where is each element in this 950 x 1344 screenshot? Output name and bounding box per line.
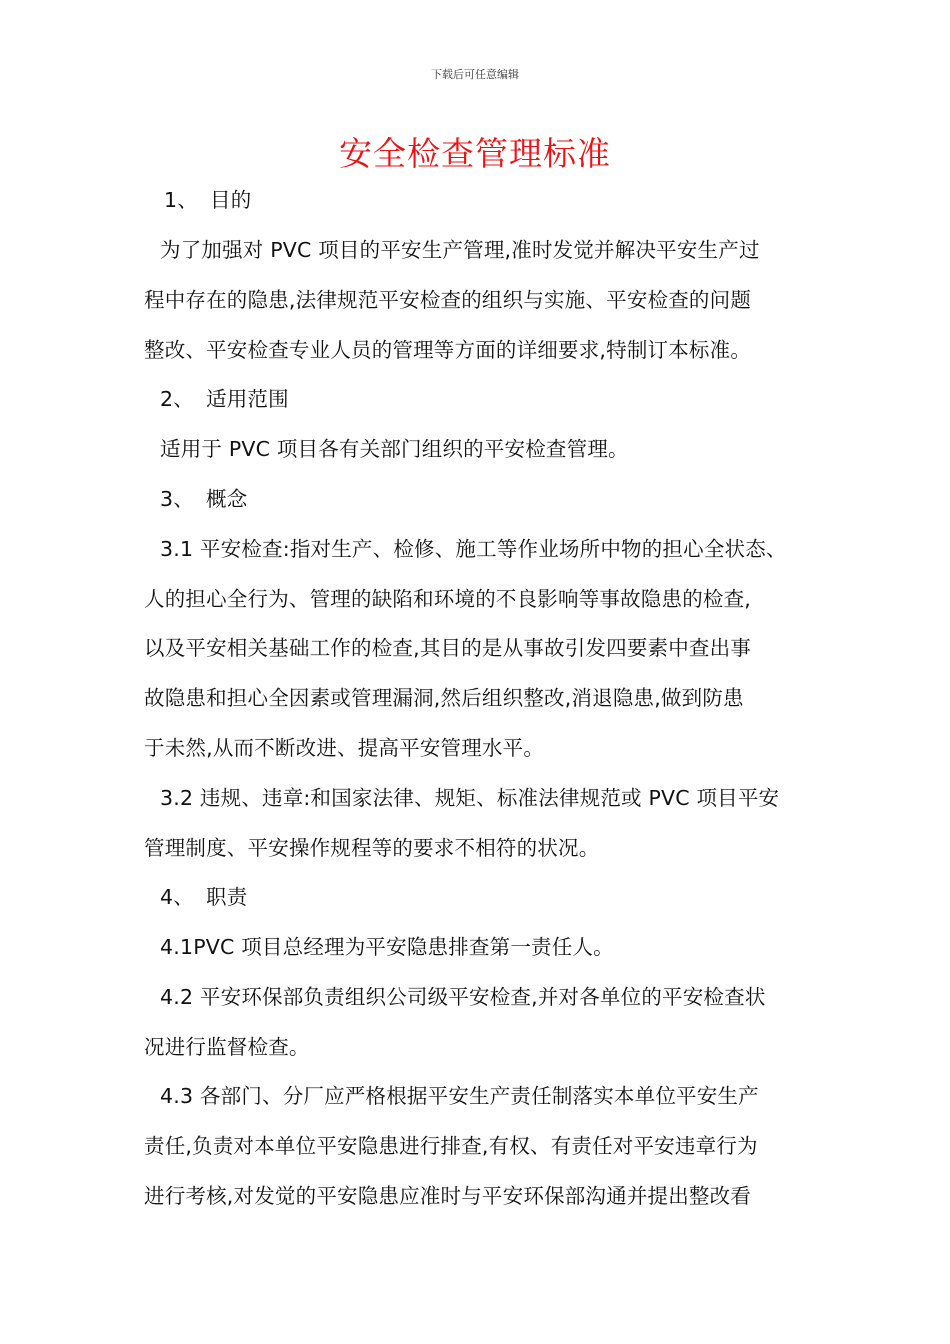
paragraph-line: 适用于 PVC 项目各有关部门组织的平安检查管理。 xyxy=(160,437,629,461)
paragraph-line: 程中存在的隐患,法律规范平安检查的组织与实施、平安检查的问题 xyxy=(144,288,752,312)
section-heading-responsibilities xyxy=(160,883,247,911)
heading-number: 1、 xyxy=(164,188,198,212)
section-heading-concepts xyxy=(160,485,247,513)
paragraph-line: 责任,负责对本单位平安隐患进行排查,有权、有责任对平安违章行为 xyxy=(144,1134,758,1158)
heading-text: 目的 xyxy=(210,188,252,212)
paragraph-line: 人的担心全行为、管理的缺陷和环境的不良影响等事故隐患的检查, xyxy=(144,587,752,611)
paragraph-line: 整改、平安检查专业人员的管理等方面的详细要求,特制订本标准。 xyxy=(144,338,752,362)
paragraph-line: 4.1PVC 项目总经理为平安隐患排查第一责任人。 xyxy=(160,935,614,959)
heading-text: 适用范围 xyxy=(206,387,289,411)
paragraph-line: 4.2 平安环保部负责组织公司级平安检查,并对各单位的平安检查状 xyxy=(160,985,766,1009)
paragraph-line: 3.1 平安检查:指对生产、检修、施工等作业场所中物的担心全状态、 xyxy=(160,537,787,561)
paragraph-line: 进行考核,对发觉的平安隐患应准时与平安环保部沟通并提出整改看 xyxy=(144,1184,752,1208)
heading-number: 4、 xyxy=(160,885,194,909)
heading-text: 职责 xyxy=(206,885,248,909)
section-heading-purpose xyxy=(164,186,251,214)
heading-number: 2、 xyxy=(160,387,194,411)
document-title: 安全检查管理标准 xyxy=(339,134,611,173)
section-heading-scope xyxy=(160,385,289,413)
paragraph-line: 3.2 违规、违章:和国家法律、规矩、标准法律规范或 PVC 项目平安 xyxy=(160,786,780,810)
heading-text: 概念 xyxy=(206,487,248,511)
paragraph-line: 于未然,从而不断改进、提高平安管理水平。 xyxy=(144,736,545,760)
paragraph-line: 故隐患和担心全因素或管理漏洞,然后组织整改,消退隐患,做到防患 xyxy=(144,686,744,710)
paragraph-line: 管理制度、平安操作规程等的要求不相符的状况。 xyxy=(144,836,600,860)
paragraph-line: 以及平安相关基础工作的检查,其目的是从事故引发四要素中查出事 xyxy=(144,636,752,660)
paragraph-line: 为了加强对 PVC 项目的平安生产管理,准时发觉并解决平安生产过 xyxy=(160,238,760,262)
paragraph-line: 4.3 各部门、分厂应严格根据平安生产责任制落实本单位平安生产 xyxy=(160,1084,759,1108)
page-header-note: 下载后可任意编辑 xyxy=(431,68,519,81)
paragraph-line: 况进行监督检查。 xyxy=(144,1035,310,1059)
heading-number: 3、 xyxy=(160,487,194,511)
